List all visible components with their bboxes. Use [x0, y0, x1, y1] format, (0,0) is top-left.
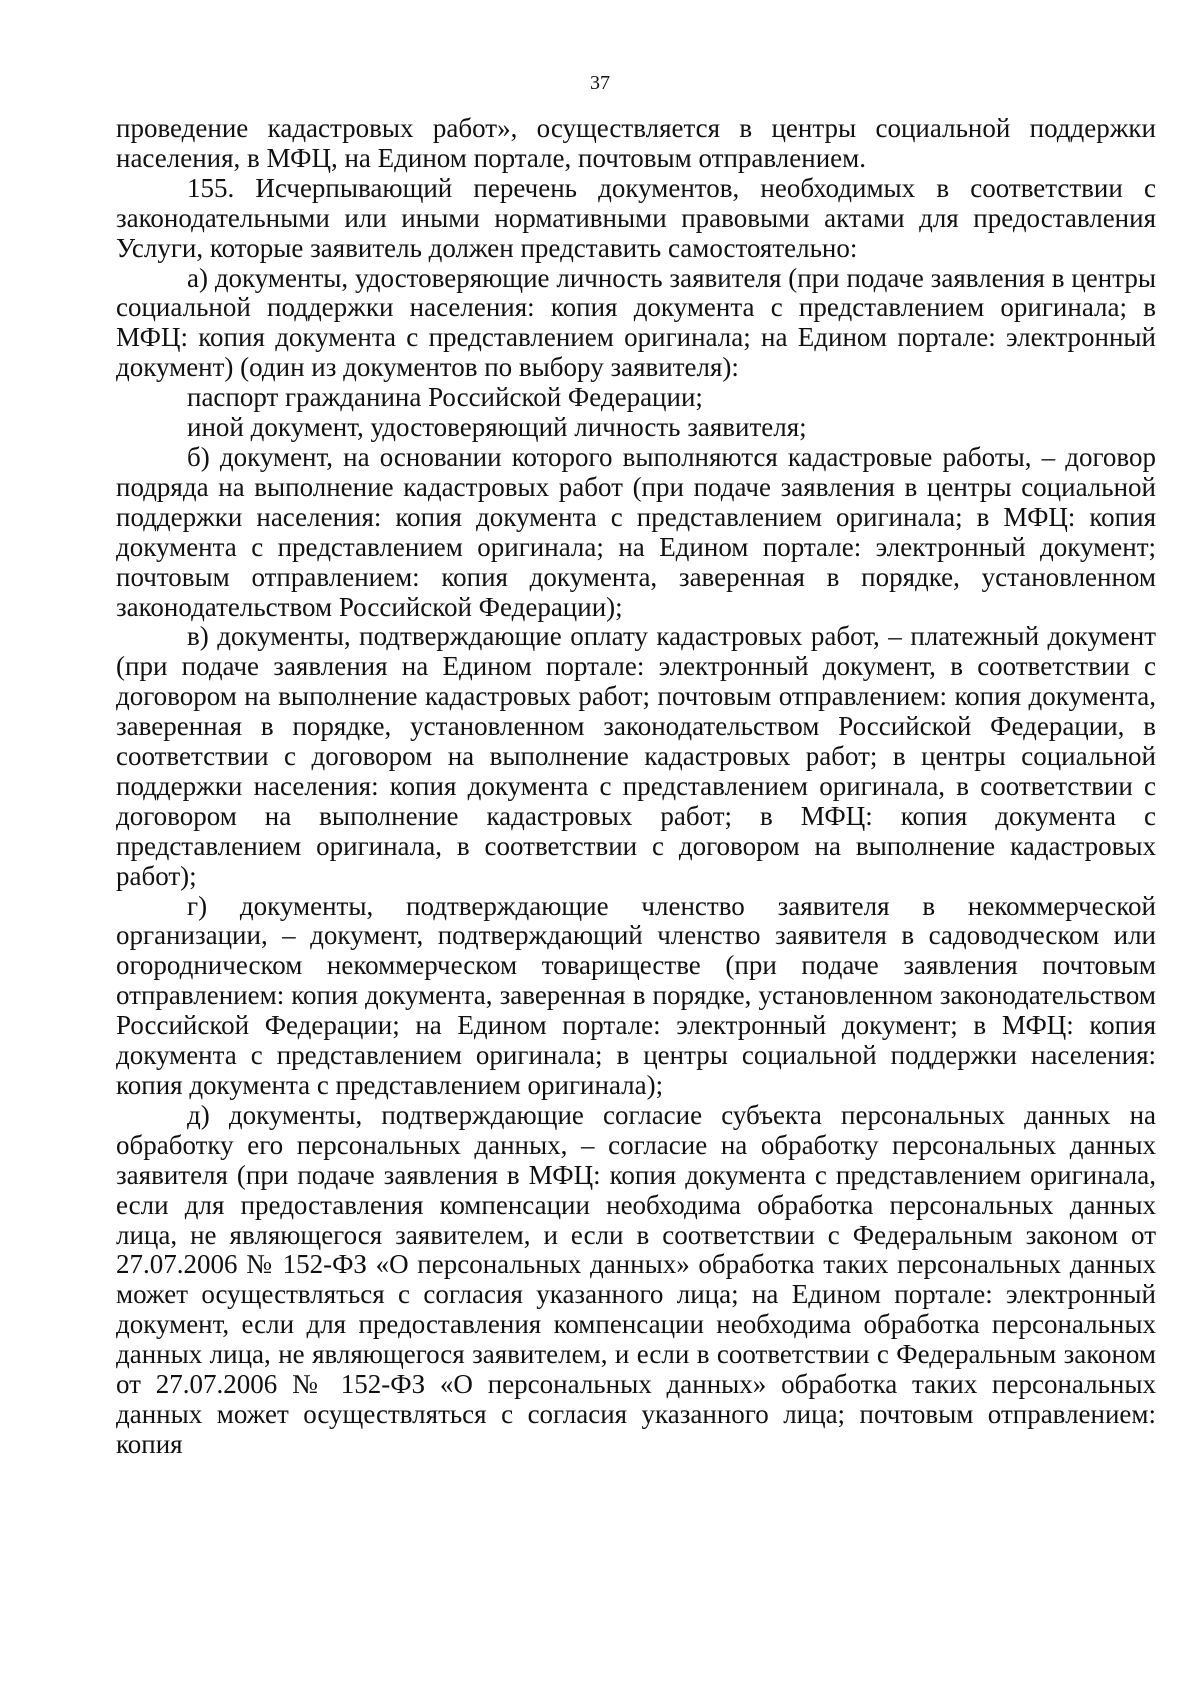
paragraph-subitem-b: б) документ, на основании которого выполняются кадастровые работы, – договор подряда на выполнение кадастровых работ (при подаче заявления в центры социальной поддержки населения: копия документа с представлением оригинала; в МФЦ: копия документа с представлением оригинала; на Едином портале: электронный документ; почтовым отправлением: копия документа, заверенная в порядке, установленном законодательством Российской Федерации);	[116, 441, 1156, 622]
paragraph-subitem-g: г) документы, подтверждающие членство заявителя в некоммерческой организации, – документ, подтверждающий членство заявителя в садоводческом или огородническом некоммерческом товариществе (при подаче заявления почтовым отправлением: копия документа, заверенная в порядке, установленном законодательством Российской Федерации; на Едином портале: электронный документ; в МФЦ: копия документа с представлением оригинала; в центры социальной поддержки населения: копия документа с представлением оригинала);	[116, 890, 1156, 1100]
list-item-other-document: иной документ, удостоверяющий личность заявителя;	[187, 412, 807, 443]
paragraph-item-155: 155. Исчерпывающий перечень документов, необходимых в соответствии с законодательными или иными нормативными правовыми актами для предоставления Услуги, которые заявитель должен представить самостоятельно:	[116, 172, 1156, 263]
paragraph-continuation: проведение кадастровых работ», осуществляется в центры социальной поддержки населения, в МФЦ, на Едином портале, почтовым отправлением.	[116, 113, 1156, 173]
paragraph-subitem-d: д) документы, подтверждающие согласие субъекта персональных данных на обработку его персональных данных, – согласие на обработку персональных данных заявителя (при подаче заявления в МФЦ: копия документа с представлением оригинала, если для предоставления компенсации необходима обработка персональных данных лица, не являющегося заявителем, и если в соответствии с Федеральным законом от 27.07.2006 № 152-ФЗ «О персональных данных» обработка таких персональных данных может осуществляться с согласия указанного лица; на Едином портале: электронный документ, если для предоставления компенсации необходима обработка персональных данных лица, не являющегося заявителем, и если в соответствии с Федеральным законом от 27.07.2006 № 152-ФЗ «О персональных данных» обработка таких персональных данных может осуществляться с согласия указанного лица; почтовым отправлением: копия	[116, 1099, 1156, 1459]
paragraph-subitem-a: а) документы, удостоверяющие личность заявителя (при подаче заявления в центры социальной поддержки населения: копия документа с представлением оригинала; в МФЦ: копия документа с представлением оригинала; на Едином портале: электронный документ) (один из документов по выбору заявителя):	[116, 262, 1156, 383]
paragraph-subitem-v: в) документы, подтверждающие оплату кадастровых работ, – платежный документ (при подаче заявления на Едином портале: электронный документ, в соответствии с договором на выполнение кадастровых работ; почтовым отправлением: копия документа, заверенная в порядке, установленном законодательством Российской Федерации, в соответствии с договором на выполнение кадастровых работ; в центры социальной поддержки населения: копия документа с представлением оригинала, в соответствии с договором на выполнение кадастровых работ; в МФЦ: копия документа с представлением оригинала, в соответствии с договором на выполнение кадастровых работ);	[116, 621, 1156, 891]
document-body	[116, 114, 1156, 1460]
list-item-passport: паспорт гражданина Российской Федерации;	[187, 382, 703, 413]
page-number: 37	[590, 72, 610, 94]
